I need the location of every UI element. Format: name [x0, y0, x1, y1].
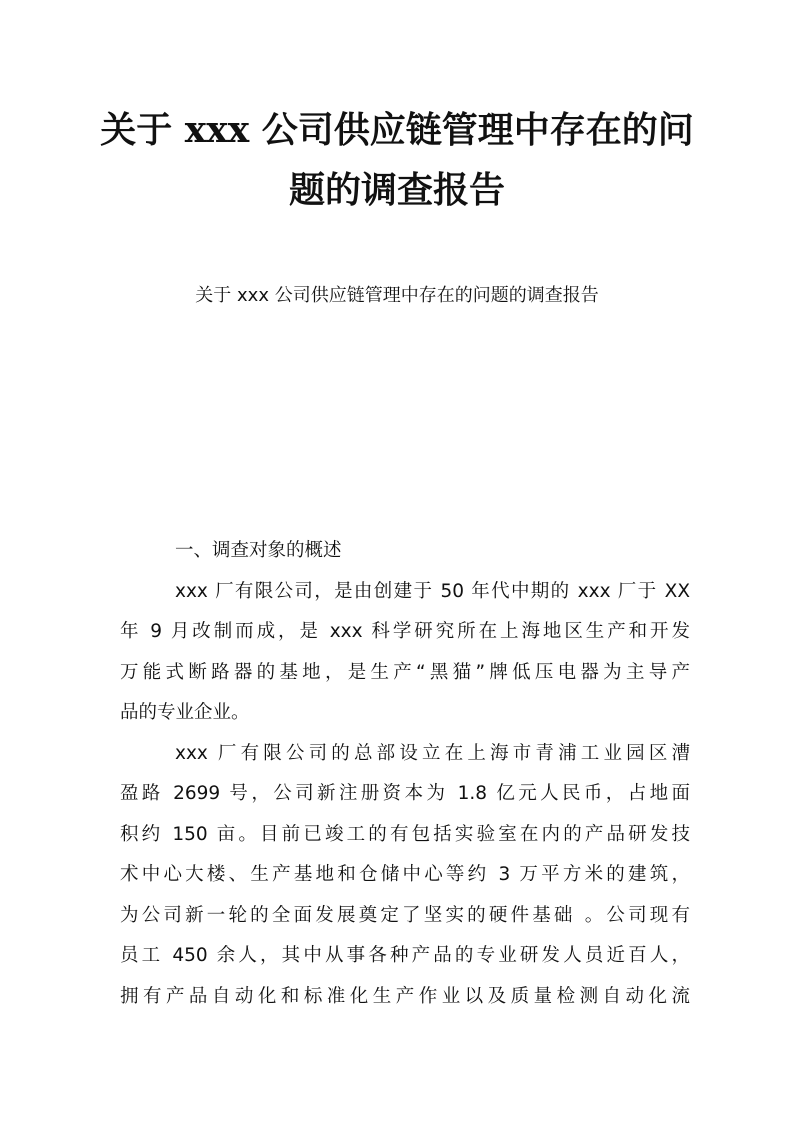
- paragraph-2-line: 员工 450 余人，其中从事各种产品的专业研发人员近百人，: [120, 945, 690, 966]
- paragraph-1-line: xxx 厂有限公司，是由创建于 50 年代中期的 xxx 厂于 XX: [175, 580, 690, 602]
- paragraph-1-line: 万能式断路器的基地，是生产“黑猫”牌低压电器为主导产: [120, 661, 690, 683]
- paragraph-2-line: xxx 厂有限公司的总部设立在上海市青浦工业园区漕: [175, 742, 690, 764]
- document-body: [120, 531, 690, 1017]
- paragraph-1: [120, 572, 690, 734]
- document-title-line-1: 关于 xxx 公司供应链管理中存在的问: [100, 109, 694, 151]
- paragraph-2: [120, 734, 690, 1018]
- paragraph-2-line: 积约 150 亩。目前已竣工的有包括实验室在内的产品研发技: [120, 823, 690, 845]
- paragraph-1-line: 品的专业企业。: [120, 702, 250, 723]
- paragraph-2-line: 拥有产品自动化和标准化生产作业以及质量检测自动化流: [120, 985, 690, 1007]
- paragraph-2-line: 为公司新一轮的全面发展奠定了坚实的硬件基础 。公司现有: [120, 904, 690, 926]
- document-subtitle: 关于 xxx 公司供应链管理中存在的问题的调查报告: [195, 285, 599, 306]
- paragraph-1-line: 年 9 月改制而成，是 xxx 科学研究所在上海地区生产和开发: [120, 621, 690, 642]
- paragraph-2-line: 盈路 2699 号，公司新注册资本为 1.8 亿元人民币，占地面: [120, 783, 690, 804]
- paragraph-2-line: 术中心大楼、生产基地和仓储中心等约 3 万平方米的建筑，: [120, 864, 690, 885]
- section-heading: 一、调查对象的概述: [175, 540, 342, 561]
- document-title-line-2: 题的调查报告: [288, 169, 505, 211]
